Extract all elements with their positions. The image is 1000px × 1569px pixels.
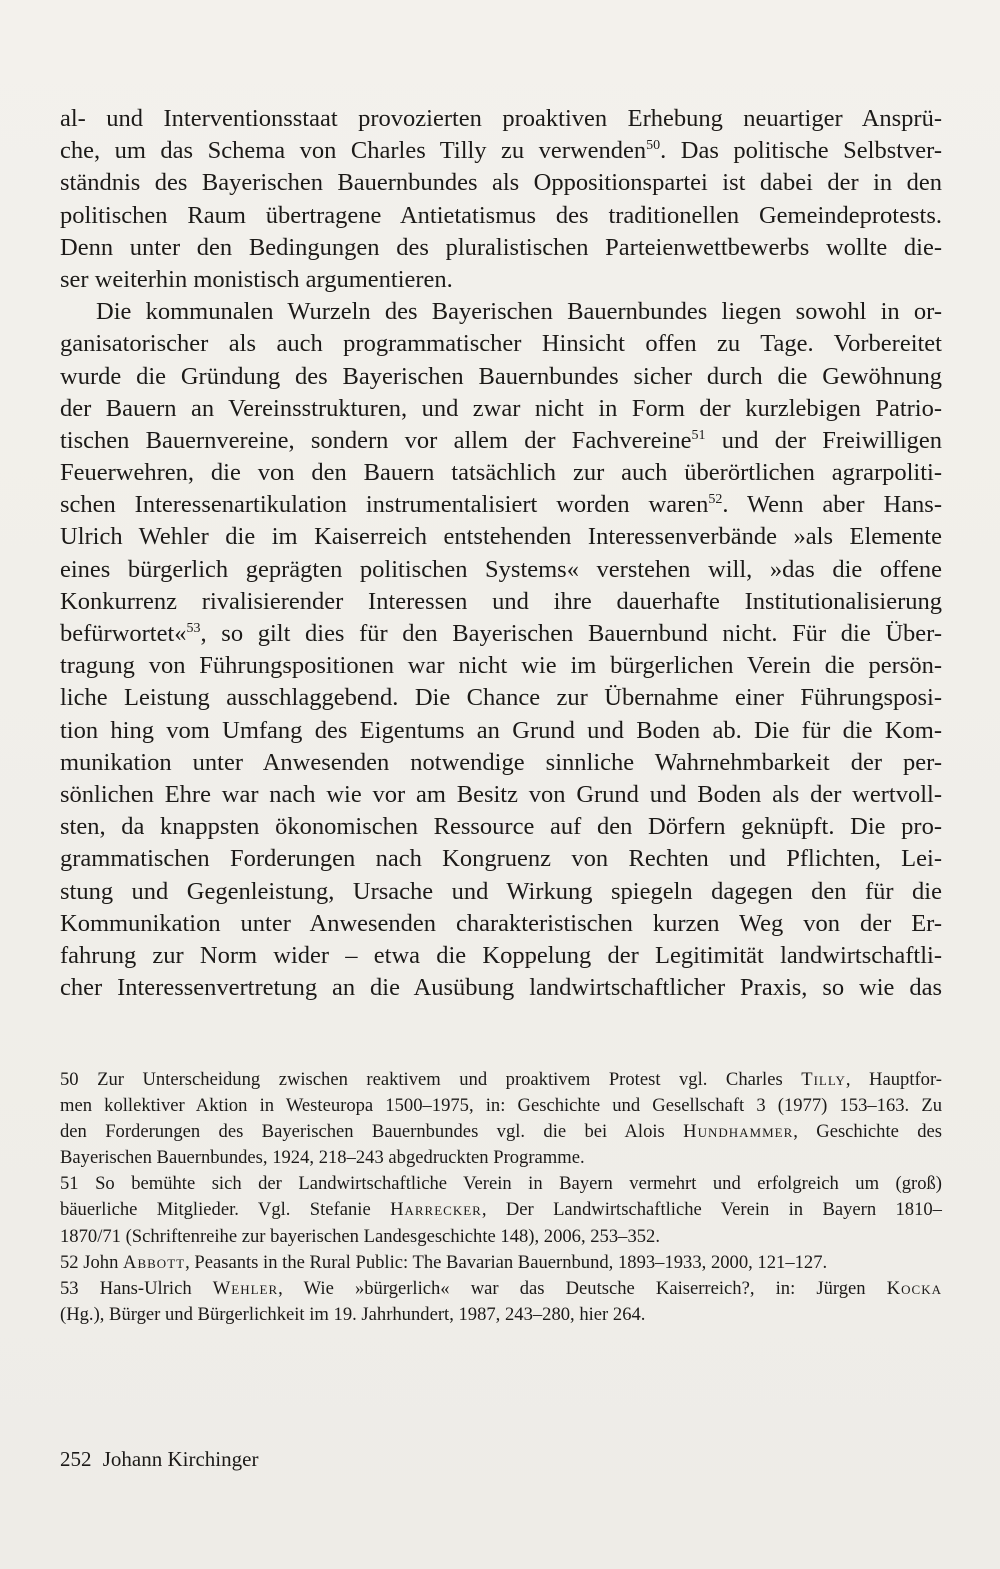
footnote-text: den Forderungen des Bayerischen Bauernbundes vgl. die bei Alois [60, 1121, 684, 1143]
footnote-text: men kollektiver Aktion in Westeuropa 1500–1975, in: Geschichte und Gesellschaft 3 (1977) 153–163. Zu [60, 1095, 942, 1117]
footnote-text: , Wie »bürgerlich« war das Deutsche Kaiserreich?, in: Jürgen [278, 1277, 887, 1299]
footnote-text: 52 John [60, 1251, 124, 1273]
text-run: cher Interessenvertretung an die Ausübung landwirtschaftlicher Praxis, so wie das [60, 974, 942, 1002]
text-run: sten, da knappsten ökonomischen Ressource auf den Dörfern geknüpft. Die pro- [60, 813, 942, 841]
text-run: . Wenn aber Hans- [722, 491, 942, 519]
footnote-line [60, 1276, 942, 1302]
footnote-line [60, 1197, 942, 1223]
footnote-text: Bayerischen Bauernbundes, 1924, 218–243 abgedruckten Programme. [60, 1147, 585, 1169]
text-run: , so gilt dies für den Bayerischen Bauernbund nicht. Für die Über- [200, 620, 942, 647]
text-line [60, 361, 942, 393]
footnote-text: , Peasants in the Rural Public: The Bavarian Bauernbund, 1893–1933, 2000, 121–127. [185, 1251, 828, 1273]
footnote-text: bäuerliche Mitglieder. Vgl. Stefanie [60, 1199, 391, 1221]
footnote-reference[interactable]: 51 [691, 427, 706, 443]
footnote-line [60, 1093, 942, 1119]
text-run: . Das politische Selbstver- [660, 137, 942, 165]
text-line [60, 135, 942, 167]
page-number: 252 [60, 1447, 92, 1471]
footnote-text: , Hauptfor- [845, 1069, 942, 1090]
text-run: sönlichen Ehre war nach wie vor am Besitz von Grund und Boden als der wertvoll- [60, 780, 942, 808]
footnote-reference[interactable]: 50 [646, 138, 661, 154]
text-run: und der Freiwilligen [705, 426, 942, 454]
footnote [60, 1276, 942, 1328]
footnote-reference[interactable]: 52 [708, 492, 723, 508]
text-line [60, 747, 942, 779]
footnote [60, 1171, 942, 1249]
text-line [60, 167, 942, 199]
text-run: der Bauern an Vereinsstrukturen, und zwar nicht in Form der kurzlebigen Patrio- [60, 394, 942, 422]
footnote-text: 1870/71 (Schriftenreihe zur bayerischen Landesgeschichte 148), 2006, 253–352. [60, 1225, 660, 1247]
text-line [60, 618, 942, 650]
footnote-text: , Der Landwirtschaftliche Verein in Bayern 1810– [481, 1199, 942, 1221]
text-run: Ulrich Wehler die im Kaiserreich entstehenden Interessenverbände »als Elemente [60, 523, 942, 551]
text-run: Kommunikation unter Anwesenden charakteristischen kurzen Weg von der Er- [60, 909, 942, 937]
footnote-reference[interactable]: 53 [186, 621, 201, 636]
footnotes [60, 1067, 942, 1328]
running-author: Johann Kirchinger [102, 1447, 259, 1471]
footnote-line [60, 1145, 942, 1171]
text-run: fahrung zur Norm wider – etwa die Koppelung der Legitimität landwirtschaftli- [60, 941, 942, 969]
text-line [60, 940, 942, 972]
text-line [60, 779, 942, 811]
text-line [60, 200, 942, 232]
footnote-text: 50 Zur Unterscheidung zwischen reaktivem und proaktivem Protest vgl. Charles [60, 1069, 802, 1090]
text-line [60, 457, 942, 489]
text-line [60, 811, 942, 843]
text-run: politischen Raum übertragene Antietatismus des traditionellen Gemeindeprotests. [60, 201, 942, 229]
footnote-text: 51 So bemühte sich der Landwirtschaftliche Verein in Bayern vermehrt und erfolgreich um (groß) [60, 1173, 942, 1195]
text-run: tragung von Führungspositionen war nicht wie im bürgerlichen Verein die persön- [60, 652, 942, 680]
text-run: che, um das Schema von Charles Tilly zu verwenden [60, 137, 647, 165]
text-line [60, 715, 942, 747]
footnote [60, 1067, 942, 1171]
text-run: eines bürgerlich geprägten politischen Systems« verstehen will, »das die offene [60, 555, 942, 583]
author-surname: Wehler [212, 1277, 279, 1299]
author-surname: Kocka [886, 1277, 942, 1299]
text-line [60, 264, 942, 296]
text-run: ständnis des Bayerischen Bauernbundes als Oppositionspartei ist dabei der in den [60, 169, 942, 197]
text-run: ganisatorischer als auch programmatischer Hinsicht offen zu Tage. Vorbereitet [60, 330, 942, 358]
text-line [60, 393, 942, 425]
text-run: grammatischen Forderungen nach Kongruenz von Rechten und Pflichten, Lei- [60, 845, 942, 873]
text-line [60, 586, 942, 618]
main-text [60, 103, 942, 1004]
text-run: liche Leistung ausschlaggebend. Die Chance zur Übernahme einer Führungsposi- [60, 684, 942, 712]
author-surname: Harrecker [390, 1199, 482, 1221]
text-line [60, 650, 942, 682]
text-run: tischen Bauernvereine, sondern vor allem der Fachvereine [60, 426, 692, 454]
text-line [60, 425, 942, 457]
text-run: Denn unter den Bedingungen des pluralistischen Parteienwettbewerbs wollte die- [60, 233, 942, 261]
text-line [60, 554, 942, 586]
text-line [60, 682, 942, 714]
text-run: Die kommunalen Wurzeln des Bayerischen Bauernbundes liegen sowohl in or- [96, 298, 942, 326]
text-run: schen Interessenartikulation instrumentalisiert worden waren [60, 491, 709, 519]
text-run: ser weiterhin monistisch argumentieren. [60, 265, 453, 293]
text-line [60, 489, 942, 521]
footnote-line [60, 1224, 942, 1250]
footnote-line [60, 1067, 942, 1093]
text-run: Konkurrenz rivalisierender Interessen und ihre dauerhafte Institutionalisierung [60, 587, 942, 615]
footnote-text: 53 Hans-Ulrich [60, 1277, 213, 1299]
footnote-text: , Geschichte des [793, 1121, 942, 1143]
text-line [60, 876, 942, 908]
text-line [60, 521, 942, 553]
author-surname: Tilly [801, 1069, 846, 1090]
footnote-line [60, 1171, 942, 1197]
text-run: al- und Interventionsstaat provozierten proaktiven Erhebung neuartiger Ansprü- [60, 105, 942, 132]
author-surname: Abbott [123, 1251, 186, 1273]
footnote-text: (Hg.), Bürger und Bürgerlichkeit im 19. Jahrhundert, 1987, 243–280, hier 264. [60, 1303, 646, 1325]
text-run: Feuerwehren, die von den Bauern tatsächlich zur auch überörtlichen agrarpoliti- [60, 459, 942, 487]
footnote-line [60, 1119, 942, 1145]
text-line [60, 908, 942, 940]
text-line [60, 972, 942, 1004]
text-run: tion hing vom Umfang des Eigentums an Grund und Boden ab. Die für die Kom- [60, 716, 942, 744]
footnote [60, 1250, 942, 1276]
text-run: munikation unter Anwesenden notwendige sinnliche Wahrnehmbarkeit der per- [60, 748, 942, 776]
text-run: befürwortet« [60, 620, 187, 647]
footnote-line [60, 1250, 942, 1276]
page-footer [60, 1444, 258, 1474]
text-run: wurde die Gründung des Bayerischen Bauernbundes sicher durch die Gewöhnung [60, 362, 942, 390]
text-line [60, 296, 942, 328]
text-line [60, 843, 942, 875]
text-line [60, 232, 942, 264]
text-line [60, 328, 942, 360]
author-surname: Hundhammer [683, 1121, 794, 1143]
text-run: stung und Gegenleistung, Ursache und Wirkung spiegeln dagegen den für die [60, 877, 942, 905]
text-line [60, 103, 942, 135]
footnote-line [60, 1302, 942, 1328]
